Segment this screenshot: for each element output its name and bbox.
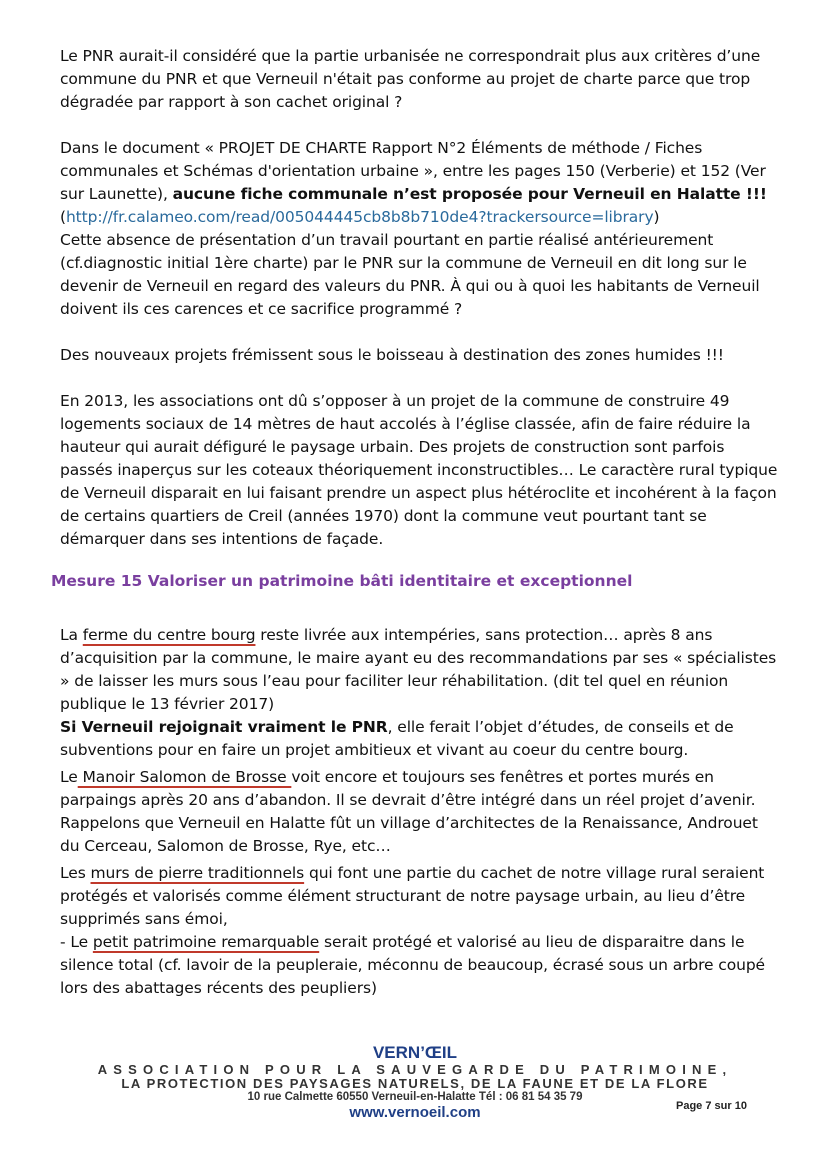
ferme-pre: La — [60, 626, 83, 644]
calameo-link[interactable]: http://fr.calameo.com/read/005044445cb8b8b710de4?trackersource=library — [65, 208, 654, 226]
link-open-paren: ( — [60, 208, 66, 226]
paragraph-petit-patrimoine — [60, 931, 780, 1000]
paragraph-2013: En 2013, les associations ont dû s’opposer à un projet de la commune de construire 49 logements sociaux de 14 mètres de haut accolés à l’église classée, afin de faire réduire la hauteur qui aurait défiguré le paysage urbain. Des projets de construction sont parfois passés inaperçus sur les coteaux théoriquement inconstructibles… Le caractère rural typique de Verneuil disparait en lui faisant prendre un aspect plus hétéroclite et incohérent à la façon de certains quartiers de Creil (années 1970) dont la commune veut pourtant tant se démarquer dans ses intentions de façade. — [60, 392, 778, 548]
manoir-underlined: Manoir Salomon de Brosse — [77, 768, 292, 786]
murs-underlined: murs de pierre traditionnels — [90, 864, 305, 882]
petit-underlined: petit patrimoine remarquable — [92, 933, 320, 951]
footer-website-link[interactable]: www.vernoeil.com — [349, 1104, 481, 1121]
petit-pre: - Le — [60, 933, 93, 951]
paragraph-pnr-question: Le PNR aurait-il considéré que la partie urbanisée ne correspondrait plus aux critères d’une commune du PNR et que Verneuil n'était pas conforme au projet de charte parce que trop dégradée par rapport à son cachet original ? — [60, 47, 761, 111]
document-body — [60, 0, 780, 551]
ferme-underlined: ferme du centre bourg — [82, 626, 256, 644]
petit-post: serait protégé et valorisé au lieu de disparaitre dans le silence total (cf. lavoir de la peupleraie, méconnu de beaucoup, écrasé sous un arbre coupé lors des abattages récents des peupliers) — [60, 933, 765, 997]
manoir-post: voit encore et toujours ses fenêtres et portes murés en parpaings après 20 ans d’abandon. Il se devrait d’être intégré dans un réel projet d’avenir. Rappelons que Verneuil en Halatte fût un village d’architectes de la Renaissance, Androuet du Cerceau, Salomon de Brosse, Rye, etc… — [60, 768, 758, 855]
si-verneuil-bold: Si Verneuil rejoignait vraiment le PNR — [60, 718, 388, 736]
paragraph-murs — [60, 862, 780, 931]
paragraph-zones-humides: Des nouveaux projets frémissent sous le boisseau à destination des zones humides !!! — [60, 346, 724, 364]
paragraph-ferme — [60, 624, 780, 716]
link-close-paren: ) — [653, 208, 660, 226]
paragraph-projet-charte — [60, 137, 780, 321]
no-fiche-statement: aucune fiche communale n’est proposée pour Verneuil en Halatte !!! — [172, 185, 767, 203]
si-verneuil-post: , elle ferait l’objet d’études, de conseils et de subventions pour en faire un projet ambitieux et vivant au coeur du centre bourg. — [60, 718, 734, 759]
absence-text: Cette absence de présentation d’un travail pourtant en partie réalisé antérieurement (cf.diagnostic initial 1ère charte) par le PNR sur la commune de Verneuil en dit long sur le devenir de Verneuil en regard des valeurs du PNR. À qui ou à quoi les habitants de Verneuil doivent ils ces carences et ce sacrifice programmé ? — [60, 231, 760, 318]
footer-association-name: VERN’ŒIL — [372, 1043, 458, 1062]
ferme-post: reste livrée aux intempéries, sans protection… après 8 ans d’acquisition par la commune, le maire ayant eu des recommandations par ses « spécialistes » de laisser les murs sous l’eau pour faciliter leur réhabilitation. (dit tel quel en réunion publique le 13 février 2017) — [60, 626, 777, 713]
paragraph-si-verneuil — [60, 716, 780, 762]
footer-line-2: LA PROTECTION DES PAYSAGES NATURELS, DE LA FAUNE ET DE LA FLORE — [121, 1076, 709, 1091]
footer-line-1: ASSOCIATION POUR LA SAUVEGARDE DU PATRIMOINE, — [97, 1062, 733, 1077]
footer-address: 10 rue Calmette 60550 Verneuil-en-Halatte Tél : 06 81 54 35 79 — [247, 1091, 583, 1103]
projet-charte-text: Dans le document « PROJET DE CHARTE Rapport N°2 Éléments de méthode / Fiches communales et Schémas d'orientation urbaine », entre les pages 150 (Verberie) et 152 (Ver sur Launette), — [60, 139, 766, 203]
paragraph-manoir — [60, 766, 780, 858]
page-number: Page 7 sur 10 — [676, 1100, 747, 1112]
manoir-pre: Le — [60, 768, 78, 786]
section-heading: Mesure 15 Valoriser un patrimoine bâti identitaire et exceptionnel — [51, 572, 633, 590]
murs-post: qui font une partie du cachet de notre village rural seraient protégés et valorisés comme élément structurant de notre paysage urbain, au lieu d’être supprimés sans émoi, — [60, 864, 765, 928]
mesure-15-body — [60, 624, 780, 1000]
murs-pre: Les — [60, 864, 91, 882]
